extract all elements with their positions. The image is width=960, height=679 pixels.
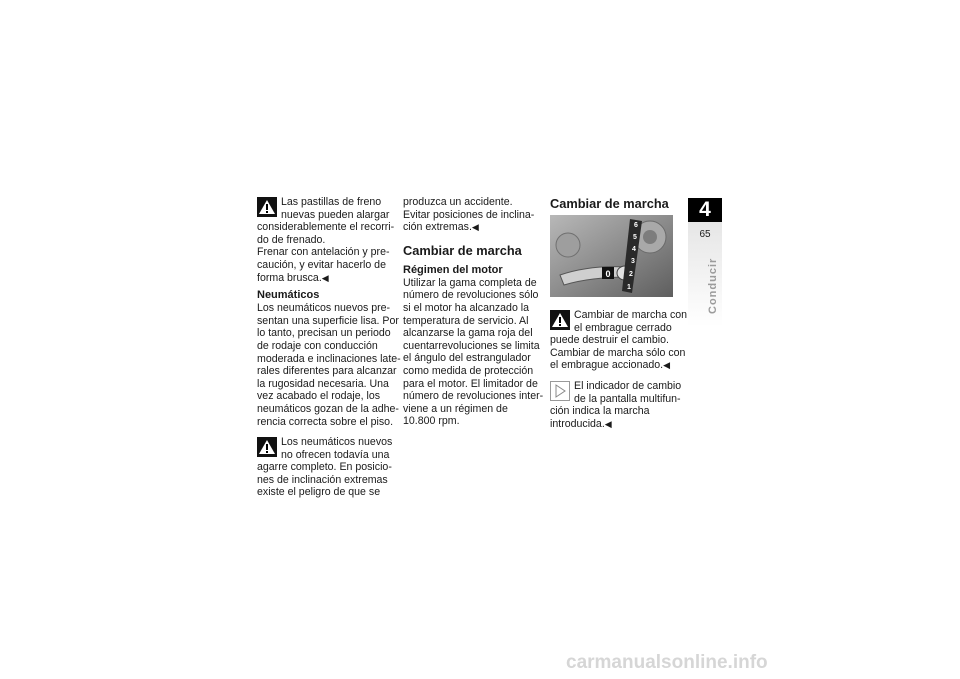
text-line: ción indica la marcha: [550, 405, 650, 418]
text-line: rales diferentes para alcanzar: [257, 365, 397, 378]
text-line: sentan una superficie lisa. Por: [257, 314, 399, 327]
paragraph-neumaticos: [257, 302, 401, 428]
info-note-gear-indicator: [550, 380, 686, 430]
text-line: lo tanto, precisan un periodo: [257, 327, 391, 340]
text-line: Los neumáticos nuevos pre-: [257, 302, 391, 315]
text-line: forma brusca.◀: [257, 271, 329, 284]
text-line: caución, y evitar hacerlo de: [257, 258, 386, 271]
gear-label: 5: [633, 234, 637, 241]
text-line: no ofrecen todavía una: [281, 448, 390, 461]
text-line: El indicador de cambio: [574, 379, 682, 392]
text-line: alcanzarse la gama roja del: [403, 327, 533, 340]
text-line: introducida.◀: [550, 417, 612, 430]
text-line: Las pastillas de freno: [281, 196, 382, 208]
end-mark-icon: ◀: [471, 222, 479, 233]
gear-shift-illustration: [550, 215, 673, 297]
text-line: el ángulo del estrangulador: [403, 352, 531, 365]
text-line: Evitar posiciones de inclina-: [403, 208, 535, 221]
text-line: nes de inclinación extremas: [257, 473, 388, 486]
chapter-side-label: Conducir: [707, 257, 719, 314]
warning-triangle-icon: [257, 197, 277, 217]
subheading-regimen-del-motor: Régimen del motor: [403, 263, 503, 276]
text-line: si el motor ha alcanzado la: [403, 301, 530, 314]
text-line: Frenar con antelación y pre-: [257, 246, 390, 259]
text-line: ción extremas.◀: [403, 221, 479, 234]
text-line: de rodaje con conducción: [257, 339, 378, 352]
text-line: cuentarrevoluciones se limita: [403, 339, 540, 352]
column-1: [257, 196, 401, 499]
warning-note-clutch: [550, 309, 686, 372]
text-line: nuevas pueden alargar: [281, 208, 390, 221]
text-line: Los neumáticos nuevos: [281, 436, 393, 449]
text-line: produzca un accidente.: [403, 196, 513, 208]
text-line: vez acabado el rodaje, los: [257, 390, 381, 403]
watermark-text: carmanualsonline.info: [566, 652, 768, 673]
text-line: la rugosidad necesaria. Una: [257, 377, 389, 390]
end-mark-icon: ◀: [663, 360, 670, 371]
text-line: Cambiar de marcha sólo con: [550, 346, 686, 359]
text-line: 10.800 rpm.: [403, 415, 460, 428]
text-line: moderada e inclinaciones late-: [257, 352, 401, 365]
text-line: temperatura de servicio. Al: [403, 314, 529, 327]
info-triangle-icon: [550, 381, 570, 401]
gear-label: 6: [634, 222, 638, 229]
gear-label-neutral: 0: [605, 269, 611, 279]
gear-label: 3: [631, 258, 635, 265]
page-number: 65: [699, 229, 711, 240]
text-line: para el motor. El limitador de: [403, 377, 538, 390]
warning-note-brake-pads: [257, 196, 395, 284]
gear-label: 1: [627, 284, 631, 291]
gear-label: 2: [629, 271, 633, 278]
text-line: neumáticos gozan de la adhe-: [257, 402, 399, 415]
gear-shift-photo: [550, 215, 673, 297]
gear-label: 4: [632, 246, 636, 253]
paragraph-regimen: [403, 276, 544, 428]
section-heading-cambiar-de-marcha: Cambiar de marcha: [403, 242, 522, 258]
text-line: el embrague accionado.◀: [550, 359, 670, 372]
end-mark-icon: ◀: [321, 272, 329, 283]
warning-note-new-tyres: [257, 436, 395, 499]
chapter-number: 4: [688, 198, 722, 222]
section-heading-cambiar-de-marcha-figure: Cambiar de marcha: [550, 196, 669, 211]
text-line: número de revoluciones inter-: [403, 390, 544, 403]
text-line: considerablemente el recorri-: [257, 221, 395, 234]
section-heading-neumaticos: Neumáticos: [257, 289, 320, 302]
text-line: como medida de protección: [403, 364, 534, 377]
warning-triangle-icon: [257, 437, 277, 457]
text-line: el embrague cerrado: [574, 321, 672, 334]
text-line: agarre completo. En posicio-: [257, 461, 392, 474]
text-line: rencia correcta sobre el piso.: [257, 415, 394, 428]
column-3: [550, 196, 686, 430]
text-line: de la pantalla multifun-: [574, 392, 681, 405]
warning-triangle-icon: [550, 310, 570, 330]
text-line: Utilizar la gama completa de: [403, 276, 537, 289]
end-mark-icon: ◀: [604, 418, 612, 429]
column-2: [403, 196, 544, 428]
text-line: do de frenado.: [257, 233, 326, 246]
text-line: viene a un régimen de: [403, 402, 508, 415]
text-line: Cambiar de marcha con: [574, 309, 688, 321]
text-line: puede destruir el cambio.: [550, 334, 669, 347]
text-line: número de revoluciones sólo: [403, 289, 539, 302]
text-line: existe el peligro de que se: [257, 486, 381, 499]
